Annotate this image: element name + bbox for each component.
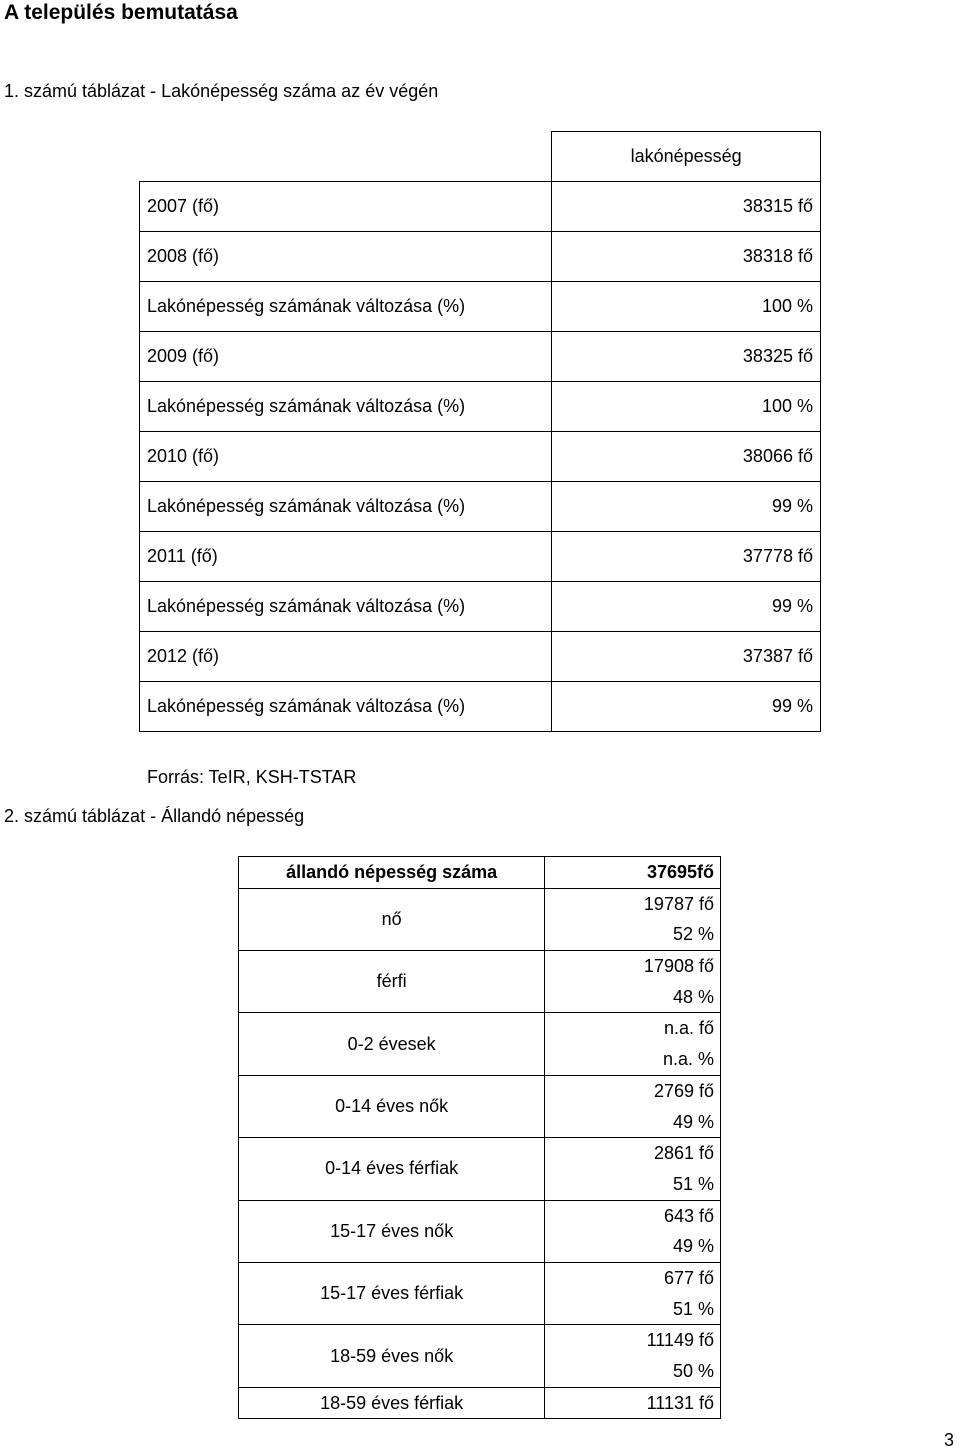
row-label: 15-17 éves nők (239, 1200, 545, 1262)
table-row (239, 1387, 721, 1419)
row-value: 100 % (552, 282, 821, 332)
percent-value: 50 % (672, 1361, 714, 1381)
table-row (140, 432, 821, 482)
row-value: 38315 fő (552, 182, 821, 232)
row-value: 38325 fő (552, 332, 821, 382)
row-value: 38318 fő (552, 232, 821, 282)
permanent-population-table (238, 856, 721, 1419)
table-row (239, 888, 721, 950)
row-value: 100 % (552, 382, 821, 432)
percent-value: 51 % (672, 1173, 714, 1194)
count-value: 11149 fő (646, 1330, 714, 1351)
row-values (545, 1075, 721, 1137)
row-values (545, 1325, 721, 1387)
row-value: 37778 fő (552, 532, 821, 582)
percent-value: 51 % (672, 1298, 714, 1319)
table-row (140, 532, 821, 582)
header-label: állandó népesség száma (239, 857, 545, 889)
count-value: 2769 fő (653, 1080, 714, 1101)
row-label: férfi (239, 951, 545, 1013)
row-label: 2009 (fő) (140, 332, 552, 382)
row-label: 2008 (fő) (140, 232, 552, 282)
table-row (140, 332, 821, 382)
table-header-row (239, 857, 721, 889)
count-value: 19787 fő (643, 893, 714, 914)
row-label: 18-59 éves férfiak (239, 1387, 545, 1419)
row-values (545, 951, 721, 1013)
count-value: 643 fő (663, 1205, 714, 1226)
count-value: 2861 fő (653, 1143, 714, 1164)
row-value: 37387 fő (552, 632, 821, 682)
count-value: 17908 fő (643, 956, 714, 977)
table-row (140, 282, 821, 332)
table-row (239, 1013, 721, 1075)
row-label: 0-14 éves férfiak (239, 1138, 545, 1200)
table-row (239, 1075, 721, 1137)
row-label: 0-14 éves nők (239, 1075, 545, 1137)
row-values (545, 1387, 721, 1419)
percent-value: n.a. % (662, 1049, 714, 1070)
row-label: Lakónépesség számának változása (%) (140, 682, 552, 732)
row-label: 2012 (fő) (140, 632, 552, 682)
count-value: 677 fő (663, 1267, 714, 1288)
row-label: 18-59 éves nők (239, 1325, 545, 1387)
row-label: 2011 (fő) (140, 532, 552, 582)
table1-caption: 1. számú táblázat - Lakónépesség száma az év végén (4, 81, 439, 101)
row-label: nő (239, 888, 545, 950)
table-row (239, 951, 721, 1013)
table-row (239, 1262, 721, 1324)
row-label: 15-17 éves férfiak (239, 1262, 545, 1324)
percent-value: 52 % (672, 924, 714, 945)
row-value: 99 % (552, 482, 821, 532)
table-row (140, 582, 821, 632)
row-values (545, 1200, 721, 1262)
row-label: 2007 (fő) (140, 182, 552, 232)
table-row (140, 632, 821, 682)
row-label: 0-2 évesek (239, 1013, 545, 1075)
row-values (545, 1262, 721, 1324)
table1-source: Forrás: TeIR, KSH-TSTAR (147, 767, 357, 787)
population-table (139, 131, 821, 732)
percent-value: 49 % (672, 1111, 714, 1132)
table-row (140, 182, 821, 232)
table2-caption: 2. számú táblázat - Állandó népesség (4, 806, 305, 826)
section-title: A település bemutatása (4, 1, 238, 24)
table-row (239, 1138, 721, 1200)
row-values (545, 1138, 721, 1200)
row-value: 38066 fő (552, 432, 821, 482)
row-value: 99 % (552, 582, 821, 632)
table-row (239, 1325, 721, 1387)
row-label: 2010 (fő) (140, 432, 552, 482)
row-values (545, 1013, 721, 1075)
page-number: 3 (943, 1430, 954, 1450)
column-header: lakónépesség (552, 132, 821, 182)
empty-header-cell (140, 132, 552, 182)
row-label: Lakónépesség számának változása (%) (140, 582, 552, 632)
table-row (140, 232, 821, 282)
row-values (545, 888, 721, 950)
row-value: 99 % (552, 682, 821, 732)
table-row (140, 482, 821, 532)
percent-value: 48 % (672, 986, 714, 1007)
table-header-row (140, 132, 821, 182)
row-label: Lakónépesség számának változása (%) (140, 482, 552, 532)
header-value: 37695fő (545, 857, 721, 889)
table-row (140, 682, 821, 732)
count-value: n.a. fő (663, 1018, 714, 1039)
row-label: Lakónépesség számának változása (%) (140, 282, 552, 332)
table-row (140, 382, 821, 432)
table-row (239, 1200, 721, 1262)
row-label: Lakónépesség számának változása (%) (140, 382, 552, 432)
percent-value: 49 % (672, 1236, 714, 1257)
count-value: 11131 fő (646, 1392, 714, 1413)
